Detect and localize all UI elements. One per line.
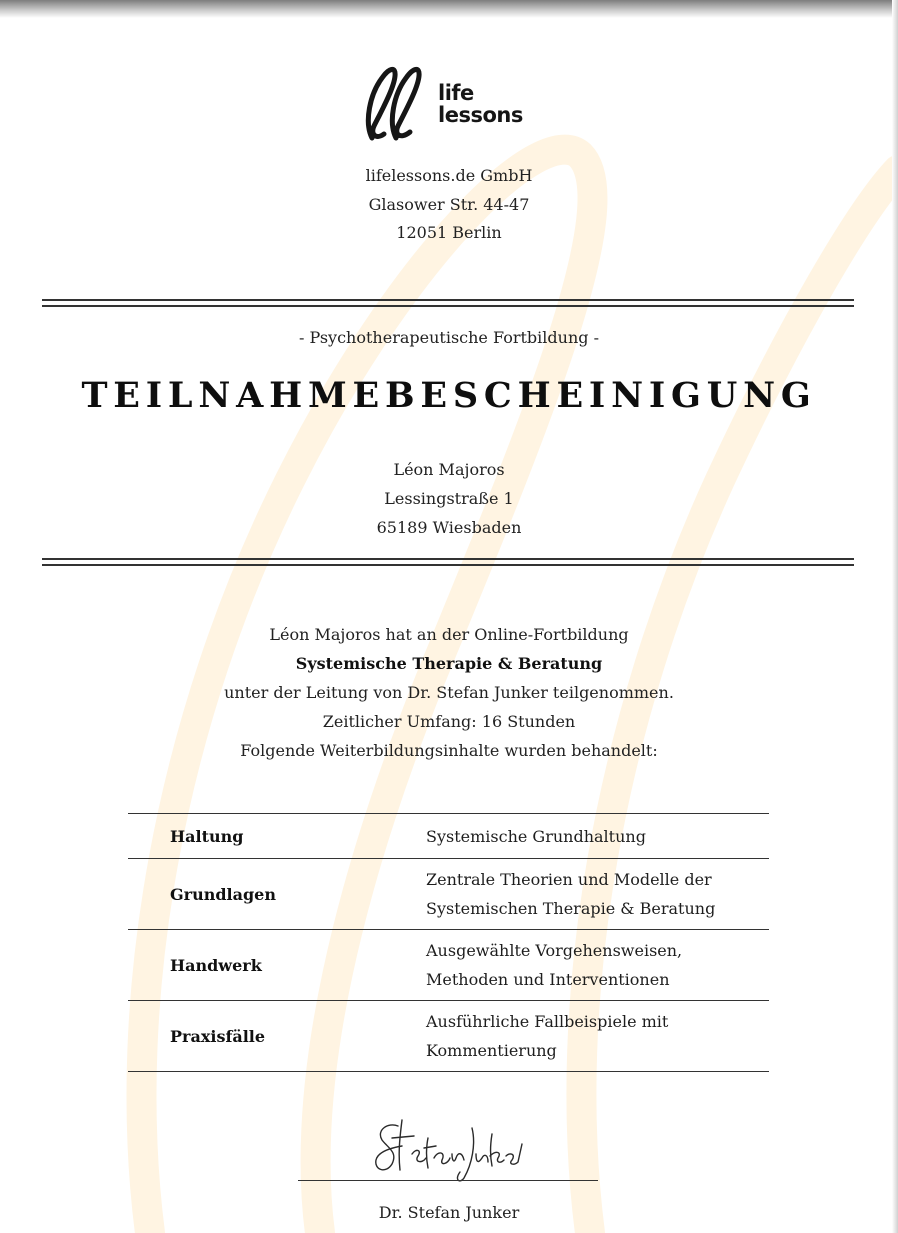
topic-name: Haltung	[128, 814, 383, 859]
document-title: TEILNAHMEBESCHEINIGUNG	[81, 375, 817, 416]
issuer-city: 12051 Berlin	[396, 223, 502, 242]
signature-line	[298, 1180, 598, 1181]
ll-logo-mark-icon	[362, 62, 436, 142]
topics-table	[128, 813, 769, 1072]
topic-name: Handwerk	[128, 930, 383, 1001]
topic-description-line: Methoden und Interventionen	[426, 970, 670, 989]
table-row	[128, 930, 769, 1001]
course-title: Systemische Therapie & Beratung	[295, 654, 603, 673]
recipient-street: Lessingstraße 1	[384, 489, 514, 508]
recipient-name: Léon Majoros	[393, 460, 505, 479]
handwritten-signature-icon	[368, 1108, 528, 1188]
table-row	[128, 814, 769, 859]
topic-description-line: Zentrale Theorien und Modelle der	[426, 870, 712, 889]
topic-description-line: Systemischen Therapie & Beratung	[426, 899, 716, 918]
topic-description-line: Kommentierung	[426, 1041, 557, 1060]
issuer-address	[0, 162, 898, 248]
logo-word-lessons: lessons	[438, 103, 523, 127]
topic-name: Praxisfälle	[128, 1001, 383, 1072]
statement-line-5: Folgende Weiterbildungsinhalte wurden behandelt:	[240, 741, 658, 760]
participation-statement	[0, 620, 898, 765]
topic-description	[383, 1001, 769, 1072]
topic-name: Grundlagen	[128, 859, 383, 930]
scan-right-shadow	[892, 0, 898, 1233]
statement-line-1: Léon Majoros hat an der Online-Fortbildung	[269, 625, 629, 644]
topic-description	[383, 930, 769, 1001]
recipient-city: 65189 Wiesbaden	[376, 518, 522, 537]
issuer-street: Glasower Str. 44-47	[368, 194, 530, 214]
logo-wordmark	[438, 82, 523, 126]
table-row	[128, 859, 769, 930]
recipient-address	[0, 455, 898, 542]
statement-line-3: unter der Leitung von Dr. Stefan Junker teilgenommen.	[224, 683, 674, 702]
company-logo	[362, 62, 532, 142]
logo-word-life: life	[438, 81, 474, 105]
signer-name: Dr. Stefan Junker	[378, 1203, 520, 1222]
divider-top	[42, 299, 854, 307]
table-row	[128, 1001, 769, 1072]
topic-description-line: Ausgewählte Vorgehensweisen,	[426, 941, 683, 960]
topic-description-line: Systemische Grundhaltung	[426, 826, 646, 846]
statement-duration: Zeitlicher Umfang: 16 Stunden	[322, 712, 576, 731]
issuer-name: lifelessons.de GmbH	[365, 166, 533, 185]
document-category: - Psychotherapeutische Fortbildung -	[299, 328, 599, 347]
topic-description	[383, 859, 769, 930]
divider-bottom	[42, 558, 854, 566]
topic-description-line: Ausführliche Fallbeispiele mit	[426, 1012, 669, 1031]
topic-description	[383, 814, 769, 859]
